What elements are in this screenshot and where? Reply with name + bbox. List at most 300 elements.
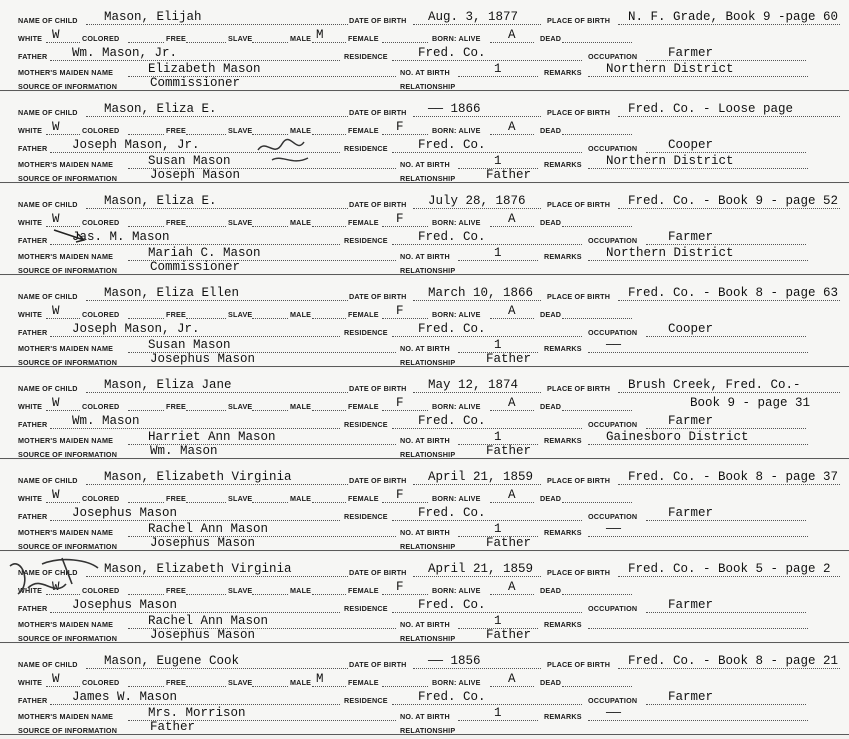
residence-label: RESIDENCE — [344, 236, 388, 245]
fill-line — [186, 42, 226, 43]
relationship-label: RELATIONSHIP — [400, 726, 456, 735]
residence-label: RESIDENCE — [344, 696, 388, 705]
name-label: NAME OF CHILD — [18, 384, 78, 393]
occupation-label: OCCUPATION — [588, 144, 638, 153]
born-alive-label: BORN: ALIVE — [432, 494, 481, 503]
fill-line — [618, 392, 840, 393]
born-alive-label: BORN: ALIVE — [432, 126, 481, 135]
fill-line — [46, 318, 80, 319]
father-label: FATHER — [18, 328, 48, 337]
mother-label: MOTHER'S MAIDEN NAME — [18, 252, 114, 261]
white-label: WHITE — [18, 126, 43, 135]
fill-line — [128, 502, 164, 503]
fill-line — [312, 686, 346, 687]
source-label: SOURCE OF INFORMATION — [18, 634, 118, 643]
fill-line — [130, 366, 396, 367]
alive-mark: A — [508, 304, 516, 318]
fill-line — [50, 336, 340, 337]
fill-line — [128, 686, 164, 687]
residence: Fred. Co. — [418, 690, 486, 704]
slave-label: SLAVE — [228, 678, 253, 687]
fill-line — [46, 594, 80, 595]
fill-line — [413, 392, 541, 393]
residence-label: RESIDENCE — [344, 604, 388, 613]
female-label: FEMALE — [348, 678, 379, 687]
mother-name: Rachel Ann Mason — [148, 614, 269, 628]
source-of-information: Joseph Mason — [150, 168, 241, 182]
dead-label: DEAD — [540, 126, 562, 135]
fill-line — [562, 318, 632, 319]
white-mark: W — [52, 28, 60, 42]
fill-line — [46, 502, 80, 503]
white-label: WHITE — [18, 586, 43, 595]
no-at-birth: 1 — [494, 706, 502, 720]
fill-line — [382, 318, 428, 319]
fill-line — [186, 410, 226, 411]
dob-label: DATE OF BIRTH — [349, 292, 407, 301]
female-mark: F — [396, 120, 404, 134]
fill-line — [50, 704, 340, 705]
place-of-birth: Fred. Co. - Book 8 - page 37 — [628, 470, 839, 484]
fill-line — [128, 134, 164, 135]
residence: Fred. Co. — [418, 322, 486, 336]
fill-line — [392, 244, 582, 245]
fill-line — [128, 42, 164, 43]
place-of-birth: Brush Creek, Fred. Co.- — [628, 378, 801, 392]
fill-line — [392, 336, 582, 337]
fill-line — [392, 520, 582, 521]
source-label: SOURCE OF INFORMATION — [18, 82, 118, 91]
row-name — [0, 194, 849, 212]
remarks-label: REMARKS — [544, 68, 582, 77]
alive-mark: A — [508, 580, 516, 594]
born-alive-label: BORN: ALIVE — [432, 402, 481, 411]
free-label: FREE — [166, 402, 186, 411]
relationship: Father — [486, 444, 532, 458]
white-label: WHITE — [18, 678, 43, 687]
date-of-birth: Aug. 3, 1877 — [428, 10, 519, 24]
fill-line — [50, 244, 340, 245]
fill-line — [392, 152, 582, 153]
no-at-birth: 1 — [494, 522, 502, 536]
fill-line — [490, 134, 534, 135]
source-label: SOURCE OF INFORMATION — [18, 174, 118, 183]
fill-line — [413, 208, 541, 209]
row-status — [0, 580, 849, 598]
female-label: FEMALE — [348, 218, 379, 227]
fill-line — [618, 300, 840, 301]
name-label: NAME OF CHILD — [18, 476, 78, 485]
fill-line — [462, 458, 842, 459]
dob-label: DATE OF BIRTH — [349, 384, 407, 393]
fill-line — [128, 410, 164, 411]
free-label: FREE — [166, 310, 186, 319]
place-of-birth: Fred. Co. - Book 8 - page 63 — [628, 286, 839, 300]
row-status — [0, 28, 849, 46]
fill-line — [490, 410, 534, 411]
male-label: MALE — [290, 34, 312, 43]
fill-line — [130, 182, 396, 183]
relationship-label: RELATIONSHIP — [400, 266, 456, 275]
male-label: MALE — [290, 494, 312, 503]
fill-line — [312, 594, 346, 595]
dob-label: DATE OF BIRTH — [349, 660, 407, 669]
alive-mark: A — [508, 396, 516, 410]
fill-line — [646, 244, 806, 245]
father-name: Jas. M. Mason — [72, 230, 170, 244]
father-label: FATHER — [18, 236, 48, 245]
remarks: —— — [606, 522, 622, 536]
residence-label: RESIDENCE — [344, 512, 388, 521]
fill-line — [618, 116, 840, 117]
residence-label: RESIDENCE — [344, 328, 388, 337]
fill-line — [86, 668, 348, 669]
no-at-birth: 1 — [494, 338, 502, 352]
fill-line — [413, 24, 541, 25]
fill-line — [462, 550, 842, 551]
born-alive-label: BORN: ALIVE — [432, 310, 481, 319]
free-label: FREE — [166, 218, 186, 227]
fill-line — [490, 594, 534, 595]
female-label: FEMALE — [348, 310, 379, 319]
remarks-label: REMARKS — [544, 528, 582, 537]
fill-line — [50, 520, 340, 521]
fill-line — [50, 612, 340, 613]
row-status — [0, 120, 849, 138]
mother-label: MOTHER'S MAIDEN NAME — [18, 620, 114, 629]
fill-line — [382, 410, 428, 411]
alive-mark: A — [508, 120, 516, 134]
name-label: NAME OF CHILD — [18, 108, 78, 117]
remarks: —— — [606, 338, 622, 352]
source-of-information: Josephus Mason — [150, 536, 256, 550]
fill-line — [130, 550, 396, 551]
fill-line — [562, 686, 632, 687]
slave-label: SLAVE — [228, 494, 253, 503]
white-label: WHITE — [18, 34, 43, 43]
row-name — [0, 10, 849, 28]
no-at-birth: 1 — [494, 246, 502, 260]
relationship-label: RELATIONSHIP — [400, 82, 456, 91]
fill-line — [562, 42, 632, 43]
fill-line — [252, 410, 288, 411]
dob-label: DATE OF BIRTH — [349, 200, 407, 209]
father-label: FATHER — [18, 52, 48, 61]
date-of-birth: March 10, 1866 — [428, 286, 534, 300]
place-label: PLACE OF BIRTH — [547, 200, 611, 209]
dob-label: DATE OF BIRTH — [349, 16, 407, 25]
source-of-information: Josephus Mason — [150, 352, 256, 366]
dead-label: DEAD — [540, 34, 562, 43]
male-label: MALE — [290, 402, 312, 411]
fill-line — [490, 318, 534, 319]
date-of-birth: —— 1866 — [428, 102, 481, 116]
relationship-label: RELATIONSHIP — [400, 358, 456, 367]
residence: Fred. Co. — [418, 138, 486, 152]
dob-label: DATE OF BIRTH — [349, 476, 407, 485]
row-name — [0, 286, 849, 304]
female-mark: F — [396, 304, 404, 318]
fill-line — [382, 134, 428, 135]
fill-line — [46, 42, 80, 43]
fill-line — [392, 612, 582, 613]
fill-line — [46, 686, 80, 687]
fill-line — [618, 484, 840, 485]
residence: Fred. Co. — [418, 46, 486, 60]
remarks: —— — [606, 706, 622, 720]
fill-line — [128, 226, 164, 227]
white-mark: W — [52, 120, 60, 134]
slave-label: SLAVE — [228, 218, 253, 227]
place-of-birth: Fred. Co. - Book 5 - page 2 — [628, 562, 831, 576]
row-name — [0, 470, 849, 488]
fill-line — [252, 502, 288, 503]
fill-line — [86, 392, 348, 393]
record-card — [0, 552, 849, 643]
fill-line — [312, 42, 346, 43]
occupation: Cooper — [668, 322, 714, 336]
white-mark: W — [52, 396, 60, 410]
male-mark: M — [316, 672, 324, 686]
fill-line — [252, 134, 288, 135]
white-mark: W — [52, 672, 60, 686]
fill-line — [312, 226, 346, 227]
mother-name: Harriet Ann Mason — [148, 430, 276, 444]
born-alive-label: BORN: ALIVE — [432, 586, 481, 595]
alive-mark: A — [508, 28, 516, 42]
fill-line — [50, 428, 340, 429]
father-name: James W. Mason — [72, 690, 178, 704]
record-card — [0, 368, 849, 459]
place-label: PLACE OF BIRTH — [547, 108, 611, 117]
free-label: FREE — [166, 586, 186, 595]
fill-line — [382, 226, 428, 227]
source-of-information: Wm. Mason — [150, 444, 218, 458]
place-of-birth: Fred. Co. - Book 9 - page 52 — [628, 194, 839, 208]
fill-line — [646, 152, 806, 153]
father-label: FATHER — [18, 604, 48, 613]
dead-label: DEAD — [540, 494, 562, 503]
slave-label: SLAVE — [228, 402, 253, 411]
fill-line — [618, 576, 840, 577]
mother-label: MOTHER'S MAIDEN NAME — [18, 160, 114, 169]
occupation: Farmer — [668, 598, 714, 612]
fill-line — [130, 90, 396, 91]
no-at-birth: 1 — [494, 430, 502, 444]
fill-line — [462, 366, 842, 367]
male-mark: M — [316, 28, 324, 42]
residence: Fred. Co. — [418, 506, 486, 520]
fill-line — [490, 686, 534, 687]
no-at-birth-label: NO. AT BIRTH — [400, 160, 450, 169]
colored-label: COLORED — [82, 494, 120, 503]
name-label: NAME OF CHILD — [18, 200, 78, 209]
place-label: PLACE OF BIRTH — [547, 660, 611, 669]
white-label: WHITE — [18, 494, 43, 503]
fill-line — [413, 300, 541, 301]
no-at-birth-label: NO. AT BIRTH — [400, 620, 450, 629]
free-label: FREE — [166, 678, 186, 687]
date-of-birth: May 12, 1874 — [428, 378, 519, 392]
mother-name: Mariah C. Mason — [148, 246, 261, 260]
female-label: FEMALE — [348, 34, 379, 43]
female-mark: F — [396, 212, 404, 226]
alive-mark: A — [508, 212, 516, 226]
white-mark: W — [52, 488, 60, 502]
residence-label: RESIDENCE — [344, 420, 388, 429]
fill-line — [382, 686, 428, 687]
source-label: SOURCE OF INFORMATION — [18, 266, 118, 275]
occupation: Farmer — [668, 506, 714, 520]
fill-line — [646, 704, 806, 705]
male-label: MALE — [290, 310, 312, 319]
remarks-label: REMARKS — [544, 620, 582, 629]
occupation-label: OCCUPATION — [588, 52, 638, 61]
fill-line — [392, 60, 582, 61]
record-card — [0, 644, 849, 735]
fill-line — [130, 274, 396, 275]
fill-line — [252, 226, 288, 227]
dob-label: DATE OF BIRTH — [349, 568, 407, 577]
row-status — [0, 212, 849, 230]
colored-label: COLORED — [82, 34, 120, 43]
relationship: Father — [486, 536, 532, 550]
born-alive-label: BORN: ALIVE — [432, 34, 481, 43]
male-label: MALE — [290, 126, 312, 135]
fill-line — [186, 502, 226, 503]
no-at-birth-label: NO. AT BIRTH — [400, 252, 450, 261]
child-name: Mason, Eliza Jane — [104, 378, 232, 392]
fill-line — [618, 668, 840, 669]
occupation-label: OCCUPATION — [588, 512, 638, 521]
remarks-label: REMARKS — [544, 712, 582, 721]
row-name — [0, 378, 849, 396]
relationship: Father — [486, 628, 532, 642]
fill-line — [562, 594, 632, 595]
fill-line — [86, 300, 348, 301]
occupation: Farmer — [668, 690, 714, 704]
source-of-information: Commissioner — [150, 76, 241, 90]
date-of-birth: —— 1856 — [428, 654, 481, 668]
occupation-label: OCCUPATION — [588, 328, 638, 337]
father-name: Josephus Mason — [72, 598, 178, 612]
row-status — [0, 488, 849, 506]
child-name: Mason, Eliza Ellen — [104, 286, 240, 300]
born-alive-label: BORN: ALIVE — [432, 678, 481, 687]
occupation: Cooper — [668, 138, 714, 152]
row-name — [0, 562, 849, 580]
occupation: Farmer — [668, 46, 714, 60]
record-card — [0, 92, 849, 183]
child-name: Mason, Elijah — [104, 10, 202, 24]
mother-label: MOTHER'S MAIDEN NAME — [18, 68, 114, 77]
born-alive-label: BORN: ALIVE — [432, 218, 481, 227]
fill-line — [646, 428, 806, 429]
fill-line — [462, 274, 842, 275]
fill-line — [490, 226, 534, 227]
place-of-birth-cont: Book 9 - page 31 — [690, 396, 811, 410]
mother-name: Elizabeth Mason — [148, 62, 261, 76]
residence: Fred. Co. — [418, 230, 486, 244]
fill-line — [86, 576, 348, 577]
no-at-birth: 1 — [494, 614, 502, 628]
white-label: WHITE — [18, 402, 43, 411]
colored-label: COLORED — [82, 310, 120, 319]
female-label: FEMALE — [348, 494, 379, 503]
fill-line — [490, 502, 534, 503]
fill-line — [312, 502, 346, 503]
dead-label: DEAD — [540, 402, 562, 411]
remarks-label: REMARKS — [544, 344, 582, 353]
male-label: MALE — [290, 218, 312, 227]
dead-label: DEAD — [540, 310, 562, 319]
father-name: Wm. Mason, Jr. — [72, 46, 178, 60]
white-label: WHITE — [18, 310, 43, 319]
dead-label: DEAD — [540, 678, 562, 687]
remarks: Gainesboro District — [606, 430, 749, 444]
row-name — [0, 654, 849, 672]
dead-label: DEAD — [540, 586, 562, 595]
child-name: Mason, Eliza E. — [104, 194, 217, 208]
mother-label: MOTHER'S MAIDEN NAME — [18, 528, 114, 537]
relationship-label: RELATIONSHIP — [400, 542, 456, 551]
occupation: Farmer — [668, 230, 714, 244]
fill-line — [46, 410, 80, 411]
fill-line — [252, 594, 288, 595]
fill-line — [646, 336, 806, 337]
fill-line — [413, 576, 541, 577]
row-name — [0, 102, 849, 120]
fill-line — [490, 42, 534, 43]
fill-line — [128, 594, 164, 595]
relationship-label: RELATIONSHIP — [400, 174, 456, 183]
fill-line — [413, 668, 541, 669]
child-name: Mason, Elizabeth Virginia — [104, 562, 292, 576]
remarks: Northern District — [606, 62, 734, 76]
source-of-information: Father — [150, 720, 196, 734]
alive-mark: A — [508, 488, 516, 502]
fill-line — [562, 502, 632, 503]
colored-label: COLORED — [82, 586, 120, 595]
fill-line — [50, 60, 340, 61]
fill-line — [312, 134, 346, 135]
male-label: MALE — [290, 678, 312, 687]
remarks-label: REMARKS — [544, 252, 582, 261]
place-of-birth: Fred. Co. - Book 8 - page 21 — [628, 654, 839, 668]
fill-line — [462, 182, 842, 183]
slave-label: SLAVE — [228, 126, 253, 135]
fill-line — [462, 734, 842, 735]
no-at-birth-label: NO. AT BIRTH — [400, 528, 450, 537]
child-name: Mason, Eugene Cook — [104, 654, 240, 668]
fill-line — [562, 134, 632, 135]
female-mark: F — [396, 488, 404, 502]
date-of-birth: July 28, 1876 — [428, 194, 526, 208]
fill-line — [392, 704, 582, 705]
slave-label: SLAVE — [228, 34, 253, 43]
mother-label: MOTHER'S MAIDEN NAME — [18, 344, 114, 353]
occupation-label: OCCUPATION — [588, 420, 638, 429]
free-label: FREE — [166, 34, 186, 43]
fill-line — [618, 208, 840, 209]
mother-label: MOTHER'S MAIDEN NAME — [18, 436, 114, 445]
mother-label: MOTHER'S MAIDEN NAME — [18, 712, 114, 721]
remarks: Northern District — [606, 246, 734, 260]
no-at-birth: 1 — [494, 154, 502, 168]
no-at-birth-label: NO. AT BIRTH — [400, 68, 450, 77]
fill-line — [46, 226, 80, 227]
colored-label: COLORED — [82, 402, 120, 411]
